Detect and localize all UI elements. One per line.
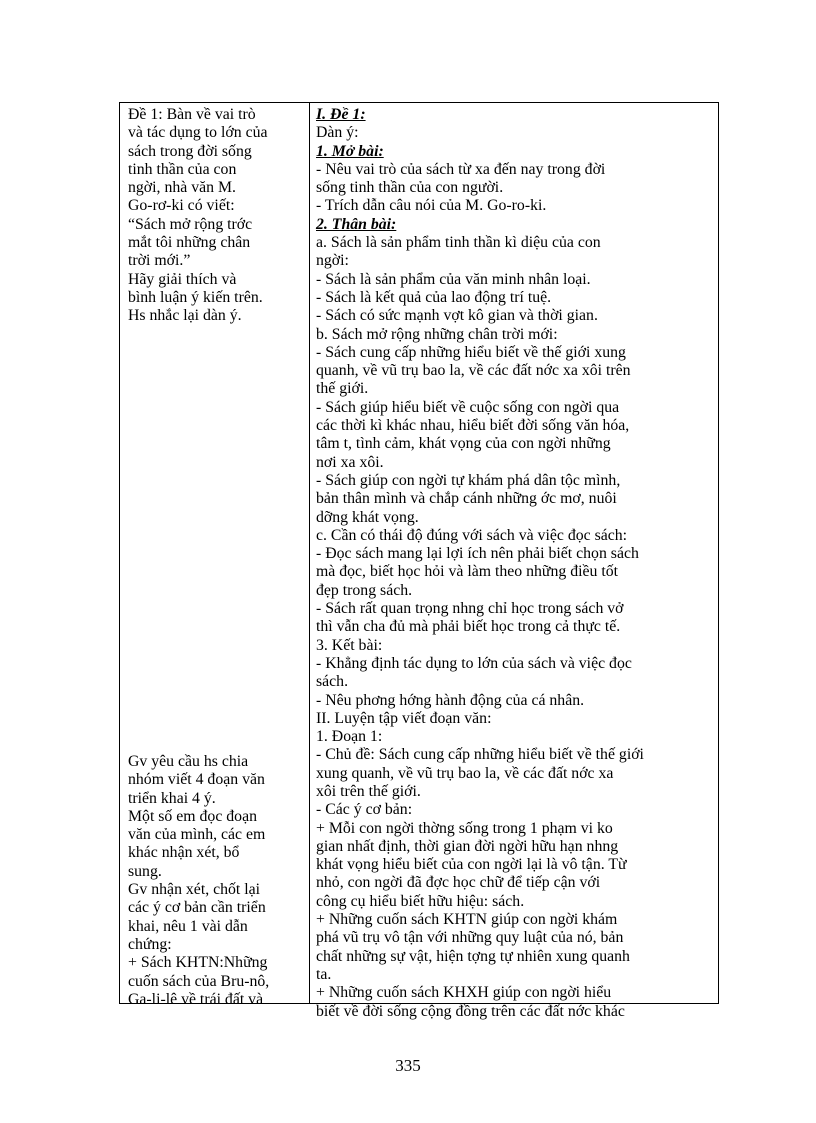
content-line: nhỏ, con ngời đã đợc học chữ để tiếp cận với	[316, 874, 601, 892]
prompt-line: “Sách mở rộng trớc	[128, 215, 253, 233]
content-line: - Nêu phơng hớng hành động của cá nhân.	[316, 691, 585, 709]
content-line: - Sách là kết quả của lao động trí tuệ.	[316, 288, 552, 306]
prompt-block	[128, 106, 305, 326]
prompt-line: Hãy giải thích và	[128, 270, 237, 288]
content-line: - Nêu vai trò của sách từ xa đến nay trong đời	[316, 160, 606, 178]
page-number: 335	[395, 1056, 421, 1075]
content-line: nơi xa xôi.	[316, 453, 384, 471]
prompt-line: Đề 1: Bàn về vai trò	[128, 106, 256, 123]
content-line: - Sách rất quan trọng nhng chỉ học trong sách vở	[316, 600, 624, 618]
content-line: dỡng khát vọng.	[316, 508, 419, 526]
content-line: - Sách giúp hiểu biết về cuộc sống con ngời qua	[316, 398, 620, 416]
content-line: phá vũ trụ vô tận với những quy luật của nó, bản	[316, 929, 624, 947]
prompt-line: bình luận ý kiến trên.	[128, 288, 263, 306]
prompt-line: ngời, nhà văn M.	[128, 179, 236, 197]
prompt-line: Hs nhắc lại dàn ý.	[128, 307, 242, 325]
content-line: sách.	[316, 673, 349, 691]
content-line: xung quanh, về vũ trụ bao la, về các đất nớc xa	[316, 764, 614, 782]
content-line: sống tinh thần của con người.	[316, 179, 504, 197]
content-line: - Sách là sản phẩm của văn minh nhân loại.	[316, 270, 591, 288]
instruction-line: cuốn sách của Bru-nô,	[128, 972, 270, 990]
content-line: thế giới.	[316, 380, 369, 398]
prompt-line: trời mới.”	[128, 252, 191, 270]
content-line: + Mỗi con ngời thờng sống trong 1 phạm vi ko	[316, 819, 613, 837]
content-line: công cụ hiểu biết hữu hiệu: sách.	[316, 892, 525, 910]
content-line: Dàn ý:	[316, 124, 359, 142]
content-line: - Đọc sách mang lại lợi ích nên phải biết chọn sách	[316, 545, 639, 563]
instruction-line: triển khai 4 ý.	[128, 789, 216, 807]
instruction-line: Gv nhận xét, chốt lại	[128, 881, 261, 899]
instruction-line: Một số em đọc đoạn	[128, 807, 257, 825]
content-line: + Những cuốn sách KHTN giúp con ngời khám	[316, 911, 618, 929]
prompt-line: và tác dụng to lớn của	[128, 124, 268, 142]
section-heading: I. Đề 1:	[316, 106, 366, 123]
content-line: II. Luyện tập viết đoạn văn:	[316, 709, 492, 727]
prompt-line: tinh thần của con	[128, 160, 237, 178]
content-line: - Trích dẫn câu nói của M. Go-ro-ki.	[316, 197, 547, 215]
content-line: c. Cần có thái độ đúng với sách và việc đọc sách:	[316, 526, 628, 544]
content-line: a. Sách là sản phẩm tinh thần kì diệu của con	[316, 234, 601, 252]
section-heading: 2. Thân bài:	[316, 215, 397, 233]
instruction-line: + Sách KHTN:Những	[128, 954, 268, 972]
content-line: các thời kì khác nhau, hiểu biết đời sống văn hóa,	[316, 417, 630, 435]
instruction-line: chứng:	[128, 935, 172, 953]
instruction-line: Gv yêu cầu hs chia	[128, 753, 249, 770]
section-heading: 1. Mở bài:	[316, 142, 384, 160]
content-line: quanh, về vũ trụ bao la, về các đất nớc xa xôi trên	[316, 362, 631, 380]
instruction-line: khác nhận xét, bổ	[128, 844, 240, 862]
content-line: - Chủ đề: Sách cung cấp những hiểu biết về thế giới	[316, 746, 644, 764]
prompt-line: mắt tôi những chân	[128, 234, 251, 252]
instruction-line: văn của mình, các em	[128, 826, 266, 844]
content-line: b. Sách mở rộng những chân trời mới:	[316, 325, 558, 343]
instruction-line: các ý cơ bản cần triển	[128, 899, 266, 917]
prompt-line: sách trong đời sống	[128, 142, 252, 160]
content-line: đẹp trong sách.	[316, 581, 413, 599]
content-line: - Sách giúp con ngời tự khám phá dân tộc mình,	[316, 471, 621, 489]
content-line: 3. Kết bài:	[316, 636, 383, 654]
content-line: - Các ý cơ bản:	[316, 801, 413, 819]
content-line: xôi trên thế giới.	[316, 782, 421, 800]
instruction-line: Ga-li-lê về trái đất và	[128, 990, 264, 1008]
activity-column	[120, 103, 310, 1008]
content-line: bản thân mình và chắp cánh những ớc mơ, nuôi	[316, 490, 617, 508]
content-line: - Sách có sức mạnh vợt kô gian và thời gian.	[316, 307, 598, 325]
instruction-line: khai, nêu 1 vài dẫn	[128, 917, 248, 935]
content-line: chất những sự vật, hiện tợng tự nhiên xung quanh	[316, 947, 630, 965]
content-line: tâm t, tình cảm, khát vọng của con ngời những	[316, 435, 611, 453]
content-line: - Khẳng định tác dụng to lớn của sách và việc đọc	[316, 654, 632, 672]
teacher-instructions-block	[128, 753, 307, 1009]
content-line: thì vẫn cha đủ mà phải biết học trong cả thực tế.	[316, 618, 621, 636]
instruction-line: nhóm viết 4 đoạn văn	[128, 771, 265, 789]
content-line: 1. Đoạn 1:	[316, 728, 383, 746]
instruction-line: sung.	[128, 862, 162, 880]
content-line: biết về đời sống cộng đồng trên các đất nớc khác	[316, 1002, 625, 1020]
content-line: ta.	[316, 965, 332, 983]
content-line: gian nhất định, thời gian đời ngời hữu hạn nhng	[316, 837, 619, 855]
content-column	[310, 103, 718, 1020]
content-line: + Những cuốn sách KHXH giúp con ngời hiểu	[316, 984, 612, 1002]
prompt-line: Go-rơ-ki có viết:	[128, 197, 235, 215]
lesson-table	[119, 102, 719, 1020]
content-line: - Sách cung cấp những hiểu biết về thế giới xung	[316, 343, 626, 361]
content-line: ngời:	[316, 252, 349, 270]
content-line: khát vọng hiểu biết của con ngời lại là vô tận. Từ	[316, 856, 627, 874]
content-line: mà đọc, biết học hỏi và làm theo những điều tốt	[316, 563, 619, 581]
